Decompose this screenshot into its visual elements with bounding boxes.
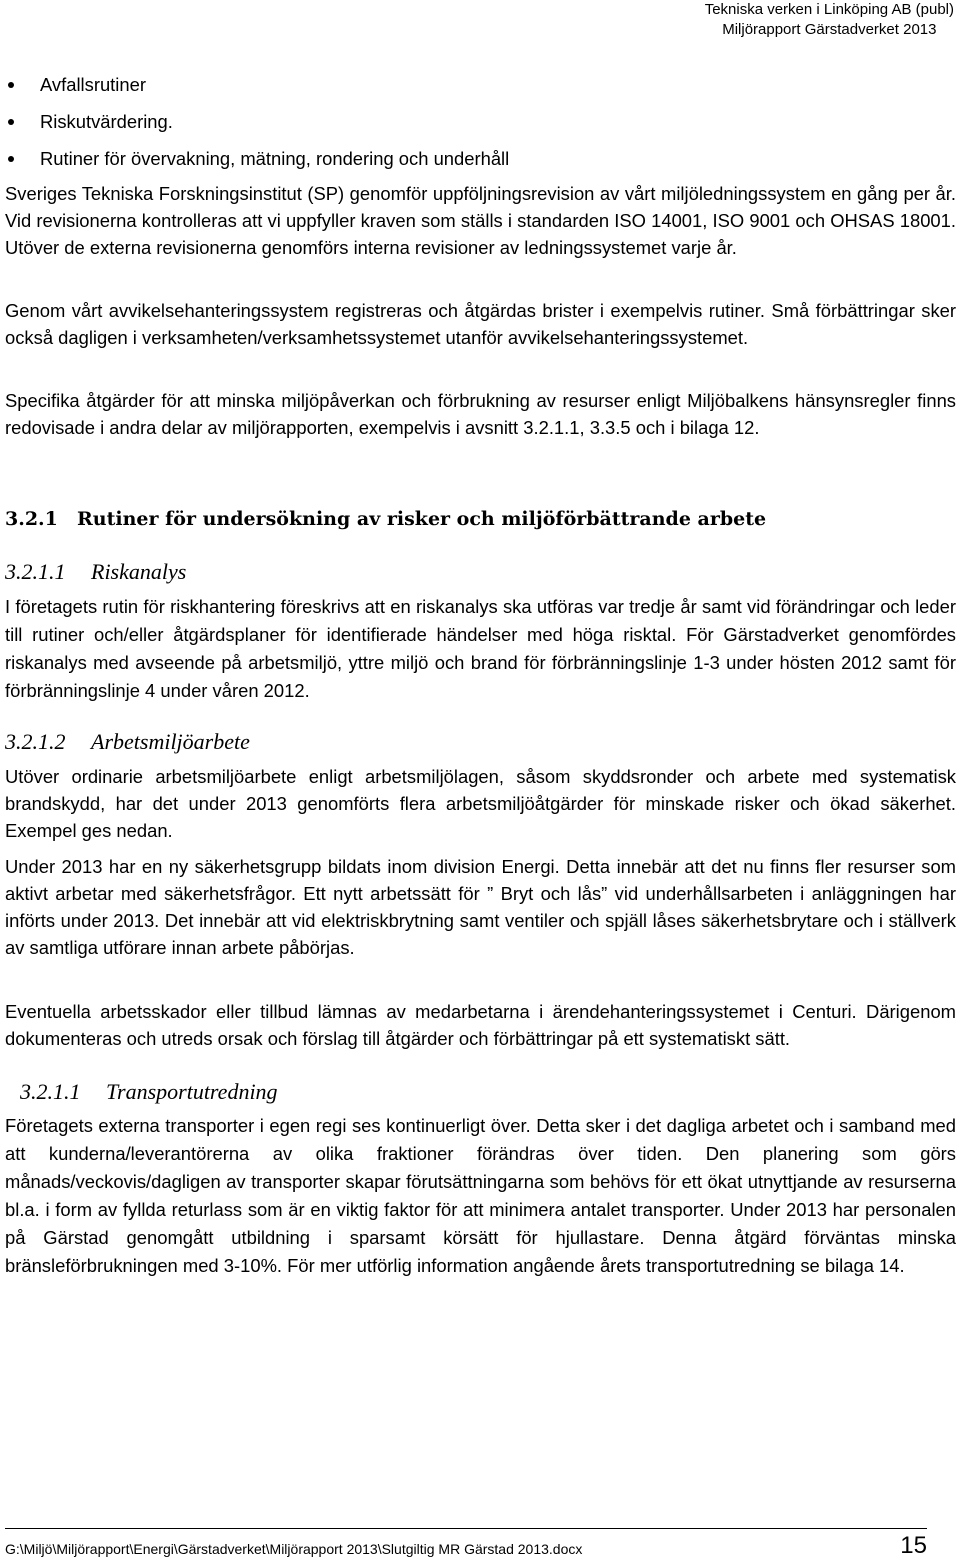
bullet-icon (8, 156, 14, 162)
subsection-title: Riskanalys (91, 559, 187, 584)
page-header (705, 0, 954, 40)
bullet-item: Rutiner för övervakning, mätning, rondering och underhåll (0, 145, 940, 182)
paragraph-specifika: Specifika åtgärder för att minska miljöpåverkan och förbrukning av resurser enligt Miljöbalkens hänsynsregler finns redovisade i andra delar av miljörapporten, exempelvis i avsnitt 3.2.1.1, 3.3.5 och i bilaga 12. (5, 390, 956, 438)
paragraph-transport: Företagets externa transporter i egen regi ses kontinuerligt över. Detta sker i det dagliga arbetet och i samband med att kunderna/leverantörerna av olika fraktioner förändras över tiden. Den planering som görs månads/veckovis/dagligen av transporter skapar förutsättningarna som behövs för ett ökat utnyttjande av resurserna bl.a. i form av fyllda returlass som är en viktig faktor för att minimera antalet transporter. Under 2013 har personalen på Gärstad genomgått utbildning i sparsamt körsätt för hjullastare. Denna åtgärd förväntas minska bränsleförbrukningen med 3-10%. För mer utförlig information angående årets transportutredning se bilaga 14. (5, 1115, 956, 1276)
paragraph-avvikelse: Genom vårt avvikelsehanteringssystem registreras och åtgärdas brister i exempelvis rutiner. Små förbättringar sker också dagligen i verksamheten/verksamhetssystemet utanför avvikelsehanteringssystemet. (5, 300, 956, 348)
subsection-heading-transport (20, 1078, 278, 1106)
subsection-number: 3.2.1.1 (20, 1079, 81, 1104)
page-number: 15 (900, 1532, 927, 1559)
subsection-title: Arbetsmiljöarbete (91, 729, 250, 754)
bullet-item: Avfallsrutiner (0, 71, 940, 108)
paragraph-arbetsmiljo-3: Eventuella arbetsskador eller tillbud lämnas av medarbetarna i ärendehanteringssystemet i Centuri. Därigenom dokumenteras och utreds orsak och förslag till åtgärder och förbättringar på ett systematiskt sätt. (5, 1001, 956, 1049)
subsection-number: 3.2.1.2 (5, 729, 66, 754)
header-report-title: Miljörapport Gärstadverket 2013 (722, 21, 937, 38)
footer-file-path: G:\Miljö\Miljörapport\Energi\Gärstadverket\Miljörapport 2013\Slutgiltig MR Gärstad 2013.docx (5, 1541, 583, 1557)
bullet-item: Riskutvärdering. (0, 108, 940, 145)
bullet-list (0, 71, 940, 182)
section-title: Rutiner för undersökning av risker och miljöförbättrande arbete (77, 508, 767, 530)
bullet-icon (8, 119, 14, 125)
header-company: Tekniska verken i Linköping AB (publ) (704, 1, 954, 18)
section-heading (5, 506, 766, 532)
subsection-title: Transportutredning (106, 1079, 278, 1104)
bullet-icon (8, 82, 14, 88)
subsection-heading-riskanalys (5, 558, 186, 586)
section-number: 3.2.1 (5, 508, 58, 530)
subsection-number: 3.2.1.1 (5, 559, 66, 584)
paragraph-sp-revision: Sveriges Tekniska Forskningsinstitut (SP) genomför uppföljningsrevision av vårt miljöledningssystem en gång per år. Vid revisionerna kontrolleras att vi uppfyller kraven som ställs i standarden ISO 14001, ISO 9001 och OHSAS 18001. Utöver de externa revisionerna genomförs interna revisioner av ledningssystemet varje år. (5, 183, 956, 258)
paragraph-riskanalys: I företagets rutin för riskhantering föreskrivs att en riskanalys ska utföras var tredje år samt vid förändringar och leder till rutiner och/eller åtgärdsplaner för identifierade händelser med höga risktal. För Gärstadverket genomfördes riskanalys med avseende på arbetsmiljö, yttre miljö och brand för förbränningslinje 1-3 under hösten 2012 samt för förbränningslinje 4 under våren 2012. (5, 596, 956, 701)
paragraph-arbetsmiljo-1: Utöver ordinarie arbetsmiljöarbete enligt arbetsmiljölagen, såsom skyddsronder och arbete med systematisk brandskydd, har det under 2013 genomförts flera arbetsmiljöåtgärder för minskade risker och ökad säkerhet. Exempel ges nedan. (5, 766, 956, 841)
page-footer (5, 1528, 927, 1557)
subsection-heading-arbetsmiljo (5, 728, 250, 756)
paragraph-arbetsmiljo-2: Under 2013 har en ny säkerhetsgrupp bildats inom division Energi. Detta innebär att det nu finns fler resurser som aktivt arbetar med säkerhetsfrågor. Ett nytt arbetssätt för ” Bryt och lås” vid underhållsarbeten i anläggningen har införts under 2013. Det innebär att vid elektriskbrytning samt ventiler och spjäll låses säkerhetsbrytare och i ställverk av samtliga utförare innan arbete påbörjas. (5, 856, 956, 958)
